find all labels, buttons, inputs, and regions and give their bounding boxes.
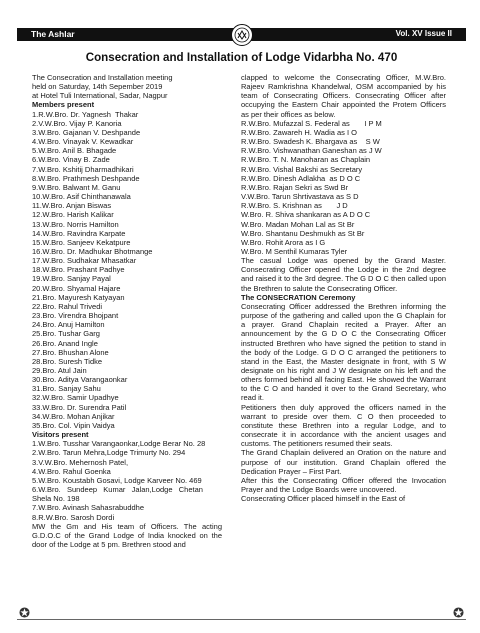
intro-paragraph: clapped to welcome the Consecrating Officer, M.W.Bro. Rajeev Ramkrishna Khandelwal, OSM accompanied by his team of Consecrating Officers. Consecrating Officer after occupying the Eastern Chair appointed the Protem Officers as per their offices as below. xyxy=(241,73,446,119)
officer-list-item: W.Bro. R. Shiva shankaran as A D O C xyxy=(241,210,371,220)
member-list-item: 32.W.Bro. Samir Upadhye xyxy=(32,393,119,403)
officer-list-item: W.Bro. Shantanu Deshmukh as St Br xyxy=(241,228,365,238)
masonic-emblem-icon xyxy=(231,24,253,46)
body-paragraph: Petitioners then duly approved the officers named in the warrant to preside over them. C O then proceeded to constitute these Brethren into a regular Lodge, and to consecrate it in accordance with the ancient usages and customs. The petitioners resumed their seats. xyxy=(241,402,446,449)
member-list-item: 25.Bro. Tushar Garg xyxy=(32,329,100,339)
footer-right-emblem-icon xyxy=(453,607,464,618)
member-list-item: 10.W.Bro. Asif Chinthanawala xyxy=(32,192,131,202)
issue-label: Vol. XV Issue II xyxy=(395,29,452,38)
member-list-item: 6.W.Bro. Vinay B. Zade xyxy=(32,155,110,165)
officer-list-item: R.W.Bro. Swadesh K. Bhargava as S W xyxy=(241,137,380,147)
officer-list-item: R.W.Bro. Dinesh Adlakha as D O C xyxy=(241,173,361,183)
member-list-item: 29.Bro. Atul Jain xyxy=(32,366,87,375)
member-list-item: 5.W.Bro. Anil B. Bhagade xyxy=(32,146,117,156)
visitor-list-item: 2.W.Bro. Tarun Mehra,Lodge Trimurty No. 294 xyxy=(32,448,186,458)
publication-name: The Ashlar xyxy=(31,29,75,39)
officer-list-item: R.W.Bro. T. N. Manoharan as Chaplain xyxy=(241,155,371,165)
members-list xyxy=(32,110,222,430)
officer-list-item: R.W.Bro. Mufazzal S. Federal as I P M xyxy=(241,118,382,128)
member-list-item: 26.Bro. Anand Ingle xyxy=(32,338,98,348)
officer-list-item: V.W.Bro. Tarun Shrtivastava as S D xyxy=(241,192,359,202)
officer-list-item: W.Bro. Madan Mohan Lal as St Br xyxy=(241,219,355,229)
member-list-item: 12.W.Bro. Harish Kalikar xyxy=(32,210,114,220)
officer-list-item: R.W.Bro. Rajan Sekri as Swd Br xyxy=(241,182,349,192)
intro-line: at Hotel Tuli International, Sadar, Nagpur xyxy=(32,91,168,101)
member-list-item: 17.W.Bro. Sudhakar Mhasatkar xyxy=(32,256,137,266)
member-list-item: 21.Bro. Mayuresh Katyayan xyxy=(32,292,125,302)
body-paragraph: After this the Consecrating Officer offered the Invocation Prayer and the Lodge Boards were uncovered. xyxy=(241,475,446,495)
officer-list-item: R.W.Bro. Vishwanathan Ganeshan as J W xyxy=(241,146,382,156)
member-list-item: 1.R.W.Bro. Dr. Yagnesh Thakar xyxy=(32,109,139,119)
member-list-item: 18.W.Bro. Prashant Padhye xyxy=(32,265,125,275)
officer-list-item: R.W.Bro. Vishal Bakshi as Secretary xyxy=(241,164,363,174)
page-header xyxy=(17,28,466,41)
officer-list-item: W.Bro. M Senthil Kumaras Tyler xyxy=(241,246,348,256)
body-paragraph: Consecrating Officer addressed the Brethren informing the purpose of the gathering and called upon the G Chaplain for a prayer. Grand Chaplain recited a Prayer. After an announcement by the G D O C the Consecrating Officer instructed Brethren who have signed the petition to stand in the body of the Lodge. G D O C arranged the petitioners to stand in the East, the Master designate in front, with S W designate on his right and J W designate on his left and the others formed behind all facing East. He showed the Warrant to the C O and handed it over to the Grand Secretary, who read it. xyxy=(241,301,446,403)
officer-list-item: W.Bro. Rohit Arora as I G xyxy=(241,237,326,247)
member-list-item: 9.W.Bro. Balwant M. Ganu xyxy=(32,182,121,192)
intro-line: The Consecration and Installation meeting xyxy=(32,73,173,82)
member-list-item: 31.Bro. Sanjay Sahu xyxy=(32,384,101,394)
visitor-list-item: 5.W.Bro. Koustabh Gosavi, Lodge Karveer No. 469 xyxy=(32,475,202,485)
member-list-item: 28.Bro. Suresh Tidke xyxy=(32,356,103,366)
visitor-list-item: 7.W.Bro. Avinash Sahasrabuddhe xyxy=(32,503,145,513)
member-list-item: 7.W.Bro. Kshitij Dharmadhikari xyxy=(32,164,134,174)
member-list-item: 27.Bro. Bhushan Alone xyxy=(32,347,109,357)
closing-paragraph: MW the Gm and His team of Officers. The acting G.D.O.C of the Grand Lodge of India knocked on the door of the Lodge at 5 pm. Brethren stood and xyxy=(32,521,222,549)
member-list-item: 2.V.W.Bro. Vijay P. Kanoria xyxy=(32,118,122,128)
visitor-list-item: 8.R.W.Bro. Sarosh Dordi xyxy=(32,512,115,522)
officers-list xyxy=(241,119,446,256)
member-list-item: 24.Bro. Anuj Hamilton xyxy=(32,320,105,330)
member-list-item: 13.W.Bro. Norris Hamilton xyxy=(32,219,119,229)
member-list-item: 15.W.Bro. Sanjeev Kekatpure xyxy=(32,237,131,247)
member-list-item: 22.Bro. Rahul Trivedi xyxy=(32,301,103,311)
member-list-item: 33.W.Bro. Dr. Surendra Patil xyxy=(32,402,127,412)
officer-list-item: R.W.Bro. Zawareh H. Wadia as I O xyxy=(241,127,358,137)
left-column xyxy=(32,73,222,549)
member-list-item: 34.W.Bro. Mohan Anjikar xyxy=(32,411,115,421)
member-list-item: 11.W.Bro. Anjan Biswas xyxy=(32,201,112,211)
article-title: Consecration and Installation of Lodge Vidarbha No. 470 xyxy=(85,51,398,64)
member-list-item: 16.W.Bro. Dr. Madhukar Bhotmange xyxy=(32,246,153,256)
visitor-list-item: 3.V.W.Bro. Mehernosh Patel, xyxy=(32,457,129,467)
member-list-item: 23.Bro. Virendra Bhojpant xyxy=(32,311,119,321)
visitors-heading: Visitors present xyxy=(32,430,89,440)
consecration-heading: The CONSECRATION Ceremony xyxy=(241,292,356,302)
member-list-item: 30.Bro. Aditya Varangaonkar xyxy=(32,375,128,385)
visitor-list-item: 4.W.Bro. Rahul Goenka xyxy=(32,466,111,476)
page-footer xyxy=(17,619,466,628)
member-list-item: 35.Bro. Col. Vipin Vaidya xyxy=(32,420,115,430)
body-paragraph: Consecrating Officer placed himself in the East of xyxy=(241,494,406,504)
visitor-list-item: 1.W.Bro. Tusshar Varangaonkar,Lodge Berar No. 28 xyxy=(32,439,206,449)
member-list-item: 20.W.Bro. Shyamal Hajare xyxy=(32,283,121,293)
footer-left-emblem-icon xyxy=(19,607,30,618)
body-paragraph: The Grand Chaplain delivered an Oration on the nature and purpose of our institution. Grand Chaplain offered the Dedication Prayer – First Part. xyxy=(241,448,446,476)
body-paragraph: The casual Lodge was opened by the Grand Master. Consecrating Officer opened the Lodge in the 2nd degree and raised it to the 3rd degree. The G D O C then called upon the Brethren to salute the Consecrating Officer. xyxy=(241,256,446,293)
visitors-list xyxy=(32,439,222,521)
visitor-list-item: Shela No. 198 xyxy=(32,494,80,504)
member-list-item: 4.W.Bro. Vinayak V. Kewadkar xyxy=(32,137,134,147)
member-list-item: 14.W.Bro. Ravindra Karpate xyxy=(32,228,126,238)
officer-list-item: R.W.Bro. S. Krishnan as J D xyxy=(241,201,348,211)
member-list-item: 19.W.Bro. Sanjay Payal xyxy=(32,274,111,284)
intro-line: held on Saturday, 14th Sepember 2019 xyxy=(32,82,163,92)
members-heading: Members present xyxy=(32,100,95,110)
right-column xyxy=(241,73,446,503)
visitor-list-item: 6.W.Bro. Sundeep Kumar Jalan,Lodge Chetan xyxy=(32,485,203,495)
member-list-item: 8.W.Bro. Prathmesh Deshpande xyxy=(32,173,140,183)
member-list-item: 3.W.Bro. Gajanan V. Deshpande xyxy=(32,127,141,137)
